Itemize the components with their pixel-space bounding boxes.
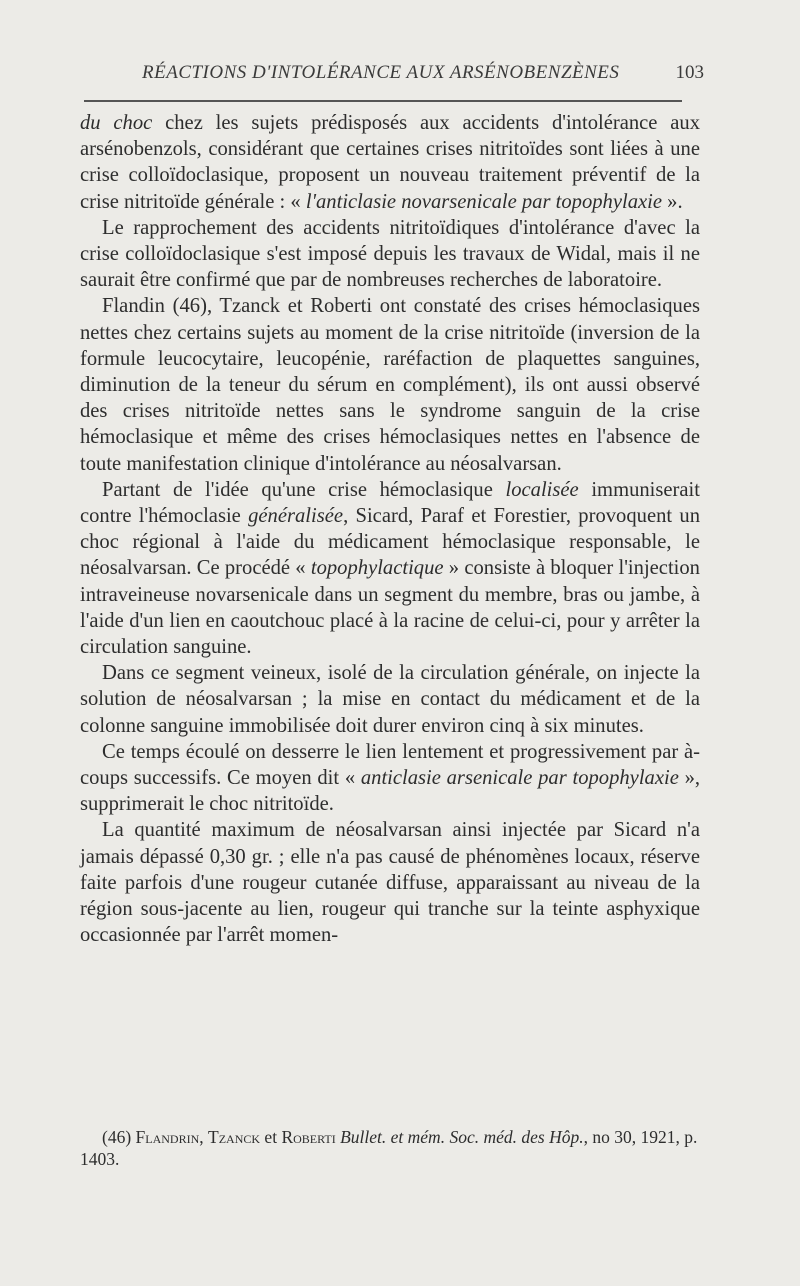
footnote-separator: , — [199, 1127, 209, 1147]
running-title: RÉACTIONS D'INTOLÉRANCE AUX ARSÉNOBENZÈNES — [142, 62, 620, 83]
paragraph-4 — [80, 477, 700, 660]
body-text — [80, 110, 700, 949]
italic-phrase: localisée — [505, 478, 579, 501]
paragraph-text: chez les sujets prédisposés aux accidents d'intolérance aux arsénobenzols, considérant que certaines crises nitritoïdes sont liées à une crise colloïdoclasique, proposent un nouveau traitement préventif de la crise nitritoïde générale : « — [80, 112, 700, 213]
paragraph-text: Ce temps écoulé on desserre le lien lentement et progressivement par à-coups successifs. Ce moyen dit « — [80, 740, 700, 790]
footnote-details: , no 30, 1921, p. 1403. — [80, 1127, 698, 1169]
italic-phrase: anticlasie arsenicale par topophylaxie — [360, 767, 679, 790]
footnote-number: (46) — [102, 1127, 136, 1147]
paragraph-text: » consiste à bloquer l'injection intraveineuse novarsenicale dans un segment du membre, bras ou jambe, à l'aide d'un lien en caoutchouc placé à la racine de celui-ci, pour y arrêter la circulation sanguine. — [80, 557, 700, 659]
paragraph-2: Le rapprochement des accidents nitritoïdiques d'intolérance d'avec la crise colloïdoclasique s'est imposé depuis les travaux de Widal, mais il ne saurait être confirmé que par de nombreuses recherches de laboratoire. — [80, 216, 700, 292]
paragraph-text: ». — [662, 190, 683, 213]
italic-phrase: du choc — [80, 112, 153, 134]
paragraph-3: Flandin (46), Tzanck et Roberti ont constaté des crises hémoclasiques nettes chez certains sujets au moment de la crise nitritoïde (inversion de la formule leucocytaire, leucopénie, raréfaction de plaquettes sanguines, diminution de la teneur du sérum en complément), ils ont aussi observé des crises nitritoïde nettes sans le syndrome sanguin de la crise hémoclasique et même des crises hémoclasiques nettes en l'absence de toute manifestation clinique d'intolérance au néosalvarsan. — [80, 295, 700, 475]
footnote-separator: et — [260, 1127, 282, 1147]
page-number: 103 — [675, 62, 704, 83]
italic-phrase: l'anticlasie novarsenicale par topophylaxie — [305, 190, 663, 213]
paragraph-text: Partant de l'idée qu'une crise hémoclasique — [102, 478, 506, 501]
paragraph-1 — [80, 110, 700, 215]
paragraph-text: », supprimerait le choc nitritoïde. — [80, 767, 701, 816]
italic-phrase: généralisée — [248, 505, 344, 528]
paragraph-text: , Sicard, Paraf et Forestier, provoquent un choc régional à l'aide du médicament hémoclasique responsable, le néosalvarsan. Ce procédé « — [80, 505, 700, 580]
footnote-author: Flandrin — [135, 1127, 200, 1147]
paragraph-7: La quantité maximum de néosalvarsan ainsi injectée par Sicard n'a jamais dépassé 0,30 gr. ; elle n'a pas causé de phénomènes locaux, réserve faite parfois d'une rougeur cutanée diffuse, apparaissant au niveau de la région sous-jacente au lien, rougeur qui tranche sur la teinte asphyxique occasionnée par l'arrêt momen- — [80, 819, 700, 947]
footnote-author: Roberti — [281, 1127, 336, 1147]
italic-phrase: topophylactique — [310, 557, 444, 580]
footnote — [80, 1126, 700, 1170]
paragraph-text: immuniserait contre l'hémoclasie — [80, 478, 700, 528]
footnote-author: Tzanck — [208, 1127, 261, 1147]
header-rule — [84, 100, 682, 102]
footnote-source: Bullet. et mém. Soc. méd. des Hôp. — [340, 1127, 584, 1147]
page-header — [80, 62, 704, 96]
paragraph-6 — [80, 739, 700, 818]
footnote-46 — [80, 1126, 700, 1170]
paragraph-5: Dans ce segment veineux, isolé de la circulation générale, on injecte la solution de néosalvarsan ; la mise en contact du médicament et de la colonne sanguine immobilisée doit durer environ cinq à six minutes. — [80, 662, 700, 737]
